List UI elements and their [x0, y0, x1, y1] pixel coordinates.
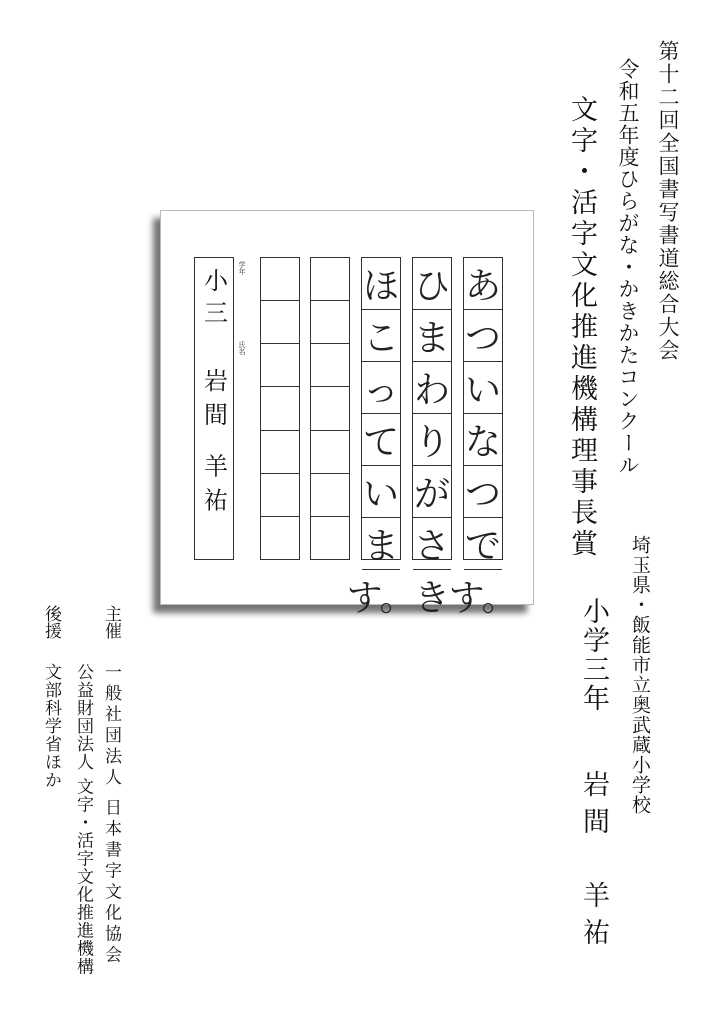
grid-cell: っ: [362, 362, 400, 414]
grid-cell: き: [413, 578, 450, 619]
grid-cell: [261, 387, 299, 430]
grid-cell: [311, 431, 349, 474]
label-grade: 学年: [238, 261, 246, 275]
grid-cell: こ: [362, 310, 400, 362]
grid-cell: [261, 258, 299, 301]
grid-cell: [311, 517, 349, 559]
grid-cell: い: [362, 466, 400, 518]
grid-cell: [311, 258, 349, 301]
event-title: 第十二回全国書写書道総合大会: [656, 40, 680, 362]
sheet-grade: 小三: [199, 268, 228, 332]
grid-cell: [311, 344, 349, 387]
label-name: 氏名: [238, 341, 246, 355]
writing-column: [448, 257, 518, 619]
grid-cell: わ: [413, 362, 451, 414]
host-1: 一般社団法人 日本書字文化協会: [101, 663, 121, 967]
grid-cell: り: [413, 414, 451, 466]
support-label: 後援: [41, 605, 61, 639]
grid-cell: [261, 431, 299, 474]
grid-cell: [311, 301, 349, 344]
grid-cell: [261, 517, 299, 559]
grid-cell: [261, 301, 299, 344]
writing-column: [310, 257, 350, 560]
grid-cell: ま: [362, 518, 400, 570]
contest-title: 令和五年度ひらがな・かきかたコンクール: [616, 58, 640, 476]
grid-cell: て: [362, 414, 400, 466]
calligraphy-sheet: [160, 210, 534, 619]
winner-name: 岩間 羊祐: [578, 770, 609, 955]
grid-cell: す。: [346, 578, 416, 619]
grid-cell: が: [413, 466, 451, 518]
grid-cell: な: [464, 414, 502, 466]
host-label: 主催: [101, 605, 121, 639]
sheet-name: 岩間 羊祐: [199, 368, 228, 522]
grid-cell: ひ: [413, 258, 451, 310]
grid-cell: [261, 474, 299, 517]
grid-cell: つ: [464, 466, 502, 518]
grid-cell: さ: [413, 518, 451, 570]
school-name: 埼玉県・飯能市立奥武蔵小学校: [629, 535, 651, 815]
grid-cell: い: [464, 362, 502, 414]
grid-cell: [311, 474, 349, 517]
award-title: 文字・活字文化推進機構理事長賞: [566, 95, 597, 560]
writing-column: [346, 257, 416, 619]
writing-column: [412, 257, 452, 619]
grid-cell: つ: [464, 310, 502, 362]
support: 文部科学省ほか: [41, 663, 61, 789]
grid-cell: [311, 387, 349, 430]
grid-cell: [261, 344, 299, 387]
grid-cell: で: [464, 518, 502, 570]
grid-cell: あ: [464, 258, 502, 310]
host-2: 公益財団法人 文字・活字文化推進機構: [73, 663, 93, 976]
writing-column: [260, 257, 300, 560]
grid-cell: す。: [448, 578, 518, 619]
name-box: [194, 257, 234, 560]
winner-grade: 小学三年: [578, 597, 609, 713]
grid-cell: ほ: [362, 258, 400, 310]
grid-cell: ま: [413, 310, 451, 362]
